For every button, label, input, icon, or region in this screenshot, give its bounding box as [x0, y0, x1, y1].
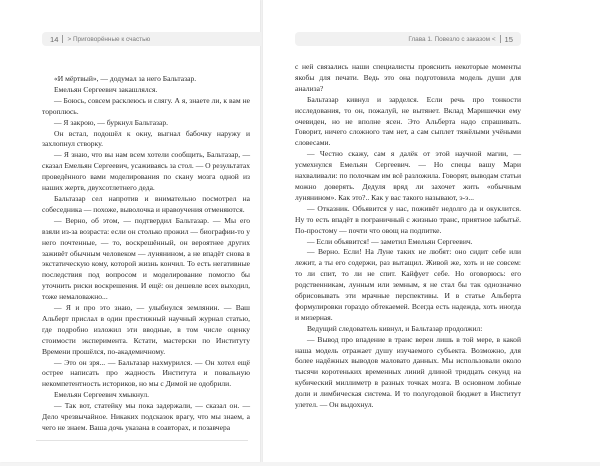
- paragraph: — Боюсь, совсем расклеюсь и слягу. А я, знаете ли, к вам не тороплюсь.: [42, 95, 250, 116]
- left-page-text: [42, 74, 250, 434]
- paragraph: — Вывод про впадение в транс верен лишь в той мере, в какой наша модель отражает душу изучаемого субъекта. Возможно, для более надёжных выводов маловато данных. Мы использовали около тысячи коротеньких временных линий длиной тридцать секунд на кубический миллиметр в разных точках мозга. В основном лобные доли и лимбическая система. И то полугодовой бюджет в Институт улетел. — Он выдохнул.: [295, 334, 521, 410]
- paragraph: — Верно, об этом, — подтвердил Бальтазар. — Мы его взяли из-за возраста: если он столько прожил — биографии-то у него почтенные, — то, воскрешённый, он вероятнее других заживёт обычным человеком — лунянином, а не впадёт снова в экстатическую кому, которой жизнь кончил. То есть негативные последствия под вопросом и моделирование помогло бы уточнить риски воскрешения. И ещё: он дешевле всех выходил, тоже немаловажно...: [42, 215, 250, 302]
- left-page: [0, 0, 260, 462]
- paragraph: Бальтазар кивнул и зарделся. Если речь про тонкости исследования, то он, пожалуй, не вытянет. Вклад Маришечки ему очевиден, но не вполне ясен. Это Альберта надо спрашивать. Говорит, ничего сложного там нет, а сам сыплет тяжёлыми учёными словесами.: [295, 94, 521, 148]
- paragraph: — Я знаю, что вы нам всем хотели сообщить, Бальтазар, — сказал Емельян Сергеевич, усаживаясь за стол. — О результатах проведённого вами моделирования по скану мозга одной из наших жертв, двухсотлетнего деда.: [42, 150, 250, 193]
- paragraph: Ведущий следователь кивнул, и Бальтазар продолжил:: [307, 323, 483, 333]
- header-separator: [62, 35, 63, 43]
- page-number: 15: [504, 34, 513, 44]
- paragraph: — Я и про это знаю, — улыбнулся землянин. — Ваш Альберт прислал в один престижный научный журнал статью, где подробно изложил эти вводные, в том числе оценку стоимости эксперимента. Кстати, мастерски по Институту Времени прошёлся, по-академичному.: [42, 303, 250, 356]
- paragraph: — Я закрою, — буркнул Бальтазар.: [54, 117, 169, 127]
- paragraph: «И мёртвый», — додумал за него Бальтазар.: [54, 74, 197, 83]
- paragraph: — Отказник. Объявится у нас, поживёт недолго да и окуклится. Ну то есть впадёт в пограничный с жизнью транс, приятное забытьё. По-простому — почти что овощ на подпитке.: [295, 203, 521, 235]
- right-page: [262, 0, 600, 462]
- paragraph: — Если объявится! — заметил Емельян Сергеевич.: [307, 236, 473, 246]
- header-separator: [500, 35, 501, 43]
- paragraph: — Это он зря... — Бальтазар нахмурился. — Он хотел ещё острее написать про жадность Института и повальную некомпетентность историков, но мы с Димой не одобрили.: [42, 357, 250, 389]
- left-running-head: [42, 32, 268, 46]
- paragraph: — Честно скажу, сам я далёк от этой научной магии, — усмехнулся Емельян Сергеевич. — Но спецы вашу Мари нахваливали: по полочкам им всё разложила. Говорят, выводам статьи можно доверять. Дедуля вряд ли захочет жить «обычным лунянином». Как это?.. Как у вас такого называют, э-э...: [295, 149, 521, 202]
- chapter-title: Глава 1. Повезло с заказом <: [408, 35, 496, 43]
- right-page-text: [295, 62, 521, 411]
- paragraph: — Верно. Если! На Луне таких не любят: оно сидит себе или лежит, а ты его содержи, раз вытащил. Живой же, хоть и не совсем: то ли спит, то ли не спит. Кайфует себе. Но оговорюсь: его родственникам, лунным или земным, я не стал бы так однозначно обрисовывать эти мрачные перспективы. И в статье Альберта формулировки гораздо обтекаемей. Всегда есть надежда, хоть иногда и мизерная.: [295, 247, 521, 322]
- page-number: 14: [50, 34, 59, 44]
- paragraph: Емельян Сергеевич закашлялся.: [54, 84, 158, 94]
- book-title: > Приговорённые к счастью: [67, 35, 151, 43]
- paragraph: Емельян Сергеевич хмыкнул.: [54, 390, 149, 400]
- right-running-head: [295, 32, 521, 46]
- paragraph: — Так вот, статейку мы пока задержали, — сказал он. — Дело чрезвычайное. Никаких подсказок врагу, что мы знаем, а чего не знаем. Ваша дочь указана в соавторах, и позавчера: [42, 401, 250, 432]
- paragraph: Бальтазар сел напротив и внимательно посмотрел на собеседника — похоже, выволочка и нравоучения отменяются.: [42, 193, 250, 214]
- paragraph: Он встал, подошёл к окну, выгнал бабочку наружу и захлопнул створку.: [42, 128, 250, 149]
- paragraph: с ней связались наши специалисты прояснить некоторые моменты якобы для печати. Ведь это она подготовила модель души для анализа?: [295, 62, 521, 93]
- footer-rule: [36, 440, 248, 441]
